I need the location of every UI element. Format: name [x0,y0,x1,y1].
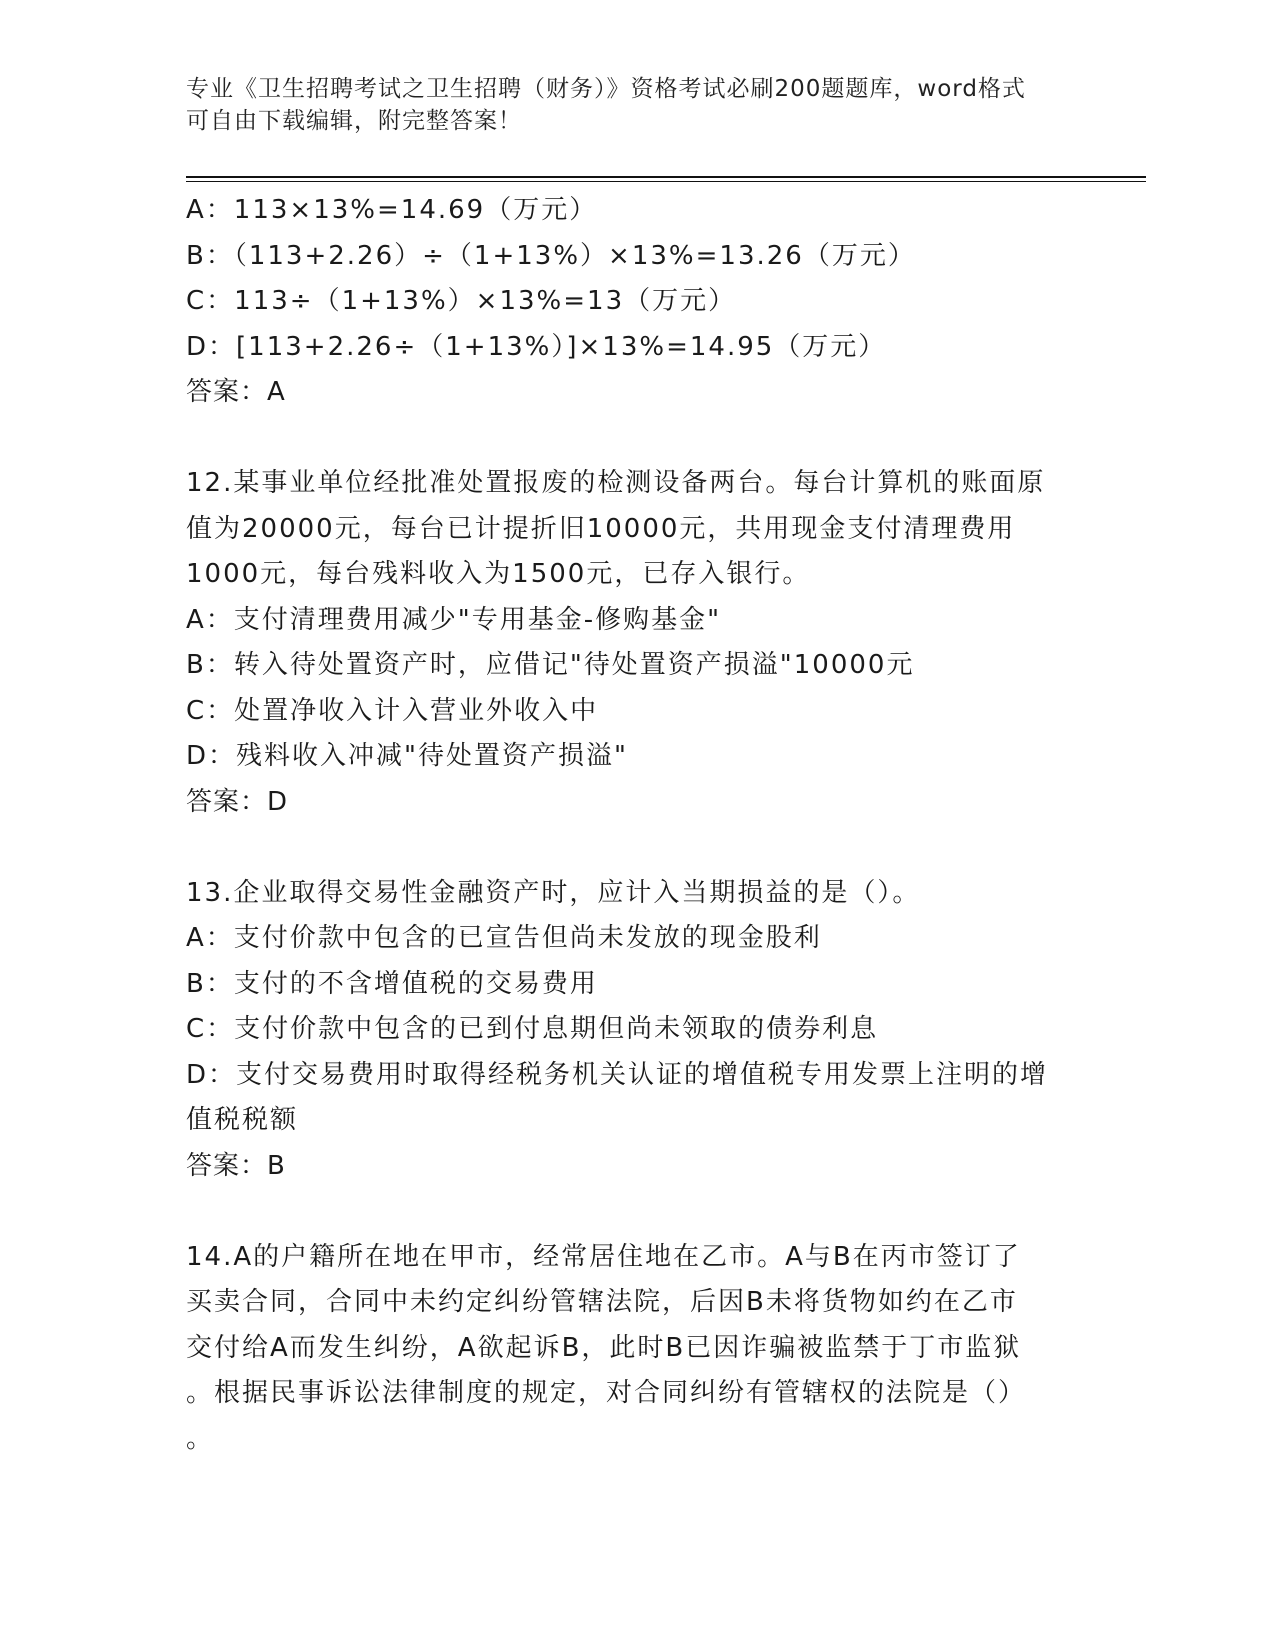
q14-stem-line-4: 。根据民事诉讼法律制度的规定，对合同纠纷有管辖权的法院是（） [186,1378,1027,1408]
q12-option-a: A：支付清理费用减少"专用基金-修购基金" [186,604,722,635]
q13-option-c: C：支付价款中包含的已到付息期但尚未领取的债券利息 [186,1014,879,1044]
header-divider-thin [186,181,1146,182]
q14-stem-line-1: 14.A的户籍所在地在甲市，经常居住地在乙市。A与B在丙市签订了 [186,1241,1021,1272]
q14-stem-line-5: 。 [186,1423,215,1454]
spacer [186,825,1086,871]
q12-option-b: B：转入待处置资产时，应借记"待处置资产损溢"10000元 [186,650,915,680]
question-content [186,188,1086,1462]
q14-stem-line-2: 买卖合同，合同中未约定纠纷管辖法院，后因B未将货物如约在乙市 [186,1287,1018,1317]
q12-stem-line-3: 1000元，每台残料收入为1500元，已存入银行。 [186,559,811,589]
spacer [186,1189,1086,1235]
q12-answer: 答案：D [186,786,289,817]
q12-option-d: D：残料收入冲减"待处置资产损溢" [186,741,628,771]
q13-option-d-line-1: D：支付交易费用时取得经税务机关认证的增值税专用发票上注明的增 [186,1059,1049,1090]
question-12 [186,461,1086,825]
q13-answer: 答案：B [186,1150,286,1181]
q12-stem-line-2: 值为20000元，每台已计提折旧10000元，共用现金支付清理费用 [186,513,1016,544]
question-13 [186,871,1086,1190]
header-divider-thick [186,176,1146,178]
q11-option-a: A：113×13%=14.69（万元） [186,195,598,225]
q12-option-c: C：处置净收入计入营业外收入中 [186,695,599,726]
header-title-line-2: 可自由下载编辑，附完整答案！ [186,108,522,134]
q14-stem-line-3: 交付给A而发生纠纷，A欲起诉B，此时B已因诈骗被监禁于丁市监狱 [186,1332,1022,1363]
q11-option-c: C：113÷（1+13%）×13%=13（万元） [186,286,737,316]
q13-option-a: A：支付价款中包含的已宣告但尚未发放的现金股利 [186,923,822,953]
q12-stem-line-1: 12.某事业单位经批准处置报废的检测设备两台。每台计算机的账面原 [186,468,1046,498]
q13-option-d-line-2: 值税税额 [186,1105,299,1135]
q13-stem: 13.企业取得交易性金融资产时，应计入当期损益的是（）。 [186,877,921,908]
q11-option-d: D：[113+2.26÷（1+13%）]×13%=14.95（万元） [186,331,887,362]
question-14 [186,1235,1086,1463]
q11-answer: 答案：A [186,377,286,407]
question-11 [186,188,1086,416]
q11-option-b: B：（113+2.26）÷（1+13%）×13%=13.26（万元） [186,240,916,271]
q13-option-b: B：支付的不含增值税的交易费用 [186,968,598,999]
page-header [186,73,1066,137]
header-title-line-1: 专业《卫生招聘考试之卫生招聘（财务）》资格考试必刷200题题库，word格式 [186,76,1026,102]
spacer [186,416,1086,462]
